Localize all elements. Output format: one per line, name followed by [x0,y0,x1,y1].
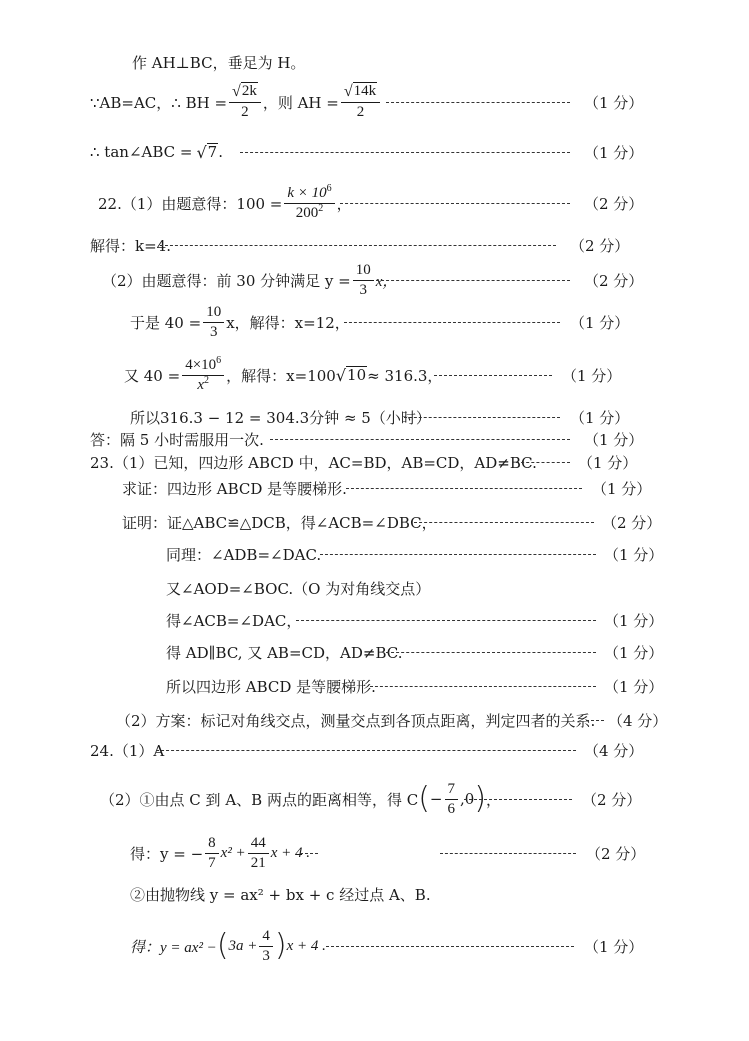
fraction [284,184,334,223]
score: （1 分） [604,677,664,696]
score: （1 分） [570,408,630,427]
denominator: 6 [447,800,455,817]
dash-leader [376,280,570,281]
fraction: √ 2k 2 [229,82,261,122]
answer-line-17 [0,636,749,668]
answer-line-3: ∴ tan∠ABC = √ 7 . （1 分） [0,132,749,172]
dash-leader [344,322,560,323]
dash-leader [240,152,570,153]
radicand: 7 [207,143,218,161]
text-post: x + 4 . [270,844,310,861]
score: （4 分） [608,711,668,730]
dash-leader [346,488,582,489]
answer-line-24: 得：y = ax² − ( 3a + $\frac{4}{3}$ ) x + 4 . （1 分） [0,920,749,972]
text-mid: x² + [220,844,246,861]
fraction [248,834,269,873]
dash-leader [326,946,574,947]
text: 24.（1）A [90,741,165,760]
numerator: 14k [353,83,377,99]
text-pre: ∵AB=AC，∴ BH = [90,93,228,112]
score: （1 分） [584,430,644,449]
text-pre: （2）由题意得：前 30 分钟满足 y = [102,271,351,290]
numerator: 7 [445,780,459,800]
numerator: 4×10 [185,356,217,373]
answer-line-19 [0,704,749,736]
score: （1 分） [578,453,638,472]
exponent: 2 [318,202,324,214]
dash-leader [160,245,556,246]
score: （1 分） [604,643,664,662]
answer-line-2 [0,80,749,124]
fraction [205,834,219,873]
answer-line-18 [0,670,749,702]
text: 又∠AOD=∠BOC.（O 为对角线交点） [166,579,431,598]
score: （2 分） [586,844,646,863]
fraction [182,356,224,395]
text: 所以四边形 ABCD 是等腰梯形. [166,677,376,696]
text: 得 AD∥BC, 又 AB=CD，AD≠BC. [166,643,403,662]
answer-line-21: （2）①由点 C 到 A、B 两点的距离相等，得 C ( − $\frac{7}{6}$ ,0 ) ， （2 分） [0,776,749,822]
fraction [445,780,459,819]
dash-leader [464,799,572,800]
answer-line-23 [0,876,749,912]
text-pre: ∴ tan∠ABC = [90,143,193,161]
exponent: 6 [216,354,222,366]
score: （1 分） [584,93,644,112]
numerator: 4 [259,927,273,947]
answer-line-7 [0,300,749,344]
text-pre: 又 40 = [124,366,181,385]
dash-leader [156,750,576,751]
score: （2 分） [584,194,644,213]
score: （4 分） [584,741,644,760]
text-pre: （2）①由点 C 到 A、B 两点的距离相等，得 C [100,790,419,809]
numerator: 10 [353,261,374,281]
sign: − [429,790,443,808]
text-mid: ，解得：x=100 [226,366,336,385]
text-post: x， [375,273,398,290]
text: 答：隔 5 小时需服用一次. [90,430,264,449]
text-post: x + 4 . [286,937,326,954]
dash-leader [440,853,576,854]
text-post: ,0 [460,790,475,808]
fraction [259,927,273,966]
text-mid: ，则 AH = [262,93,339,112]
answer-line-16 [0,604,749,636]
score: （1 分） [584,143,644,162]
text-pre: 于是 40 = [130,313,202,332]
dash-leader [414,522,594,523]
score: （2 分） [584,271,644,290]
score: （1 分） [562,366,622,385]
score: （1 分） [570,313,630,332]
text: 得∠ACB=∠DAC， [166,611,302,630]
dash-leader [386,102,570,103]
radicand: 10 [347,366,367,384]
text: ②由抛物线 y = ax² + bx + c 经过点 A、B. [130,885,431,904]
text: 解得：k=4. [90,236,171,255]
answer-line-22 [0,830,749,876]
score: （1 分） [584,937,644,956]
score: （1 分） [604,545,664,564]
denominator: 200 [295,204,319,221]
score: （2 分） [602,513,662,532]
exponent: 2 [204,374,210,386]
text: 求证：四边形 ABCD 是等腰梯形. [122,479,347,498]
denominator: 3 [359,281,367,298]
dash-leader [270,439,570,440]
text: 23.（1）已知，四边形 ABCD 中，AC=BD，AB=CD，AD≠BC. [90,453,537,472]
text-inner: 3a + [228,937,258,954]
denominator: 21 [250,854,266,871]
answer-line-20 [0,734,749,766]
denominator: 2 [356,104,365,120]
dash-leader [586,720,604,721]
dash-leader [386,652,596,653]
fraction [353,261,374,300]
text: （2）方案：标记对角线交点，测量交点到各顶点距离，判定四者的关系. [116,711,596,730]
dash-leader [320,554,596,555]
dash-leader [340,203,570,204]
text-post: ≈ 316.3， [367,366,443,385]
text: 同理：∠ADB=∠DAC. [166,545,322,564]
text-pre: 22.（1）由题意得：100 = [98,194,283,213]
numerator: 2k [241,83,257,99]
answer-line-12 [0,472,749,504]
denominator: 3 [262,947,270,964]
denominator: 3 [209,323,218,340]
score: （2 分） [570,236,630,255]
numerator: 10 [203,303,224,323]
score: （1 分） [592,479,652,498]
answer-line-14 [0,538,749,570]
dash-leader [404,417,560,418]
answer-line-8: 又 40 = $\frac{4\times 10^6}{x^2}$ ，解得：x=100 √ 10 ≈ 316.3， （1 分） [0,352,749,398]
dash-leader [516,462,570,463]
denominator: 7 [208,854,216,871]
exponent: 6 [326,182,332,194]
numerator: k × 10 [287,184,327,201]
answer-line-6 [0,258,749,302]
answer-line-13 [0,506,749,538]
dash-leader [434,375,552,376]
score: （1 分） [604,611,664,630]
text: 作 AH⊥BC，垂足为 H。 [132,53,306,72]
answer-line-4: 22.（1）由题意得：100 = $\frac{k \times 10^6}{200^2}$ ， （2 分） [0,180,749,226]
answer-line-15 [0,572,749,604]
text-pre: 得：y = − [130,844,204,863]
dash-leader [300,853,318,854]
text: 所以316.3 − 12 = 304.3分钟 ≈ 5（小时） [130,408,431,427]
numerator: 8 [205,834,219,854]
numerator: 44 [248,834,269,854]
score: （2 分） [582,790,642,809]
dash-leader [296,620,596,621]
denominator: x [197,376,205,393]
fraction: √ 14k 2 [341,82,380,122]
fraction [203,303,224,342]
text-pre: 得：y = ax² − [130,939,217,956]
text: 证明：证△ABC≌△DCB，得∠ACB=∠DBC， [122,513,437,532]
text-post: x，解得：x=12， [226,313,350,332]
answer-line-1 [0,42,749,82]
denominator: 2 [241,104,249,120]
dash-leader [370,686,596,687]
